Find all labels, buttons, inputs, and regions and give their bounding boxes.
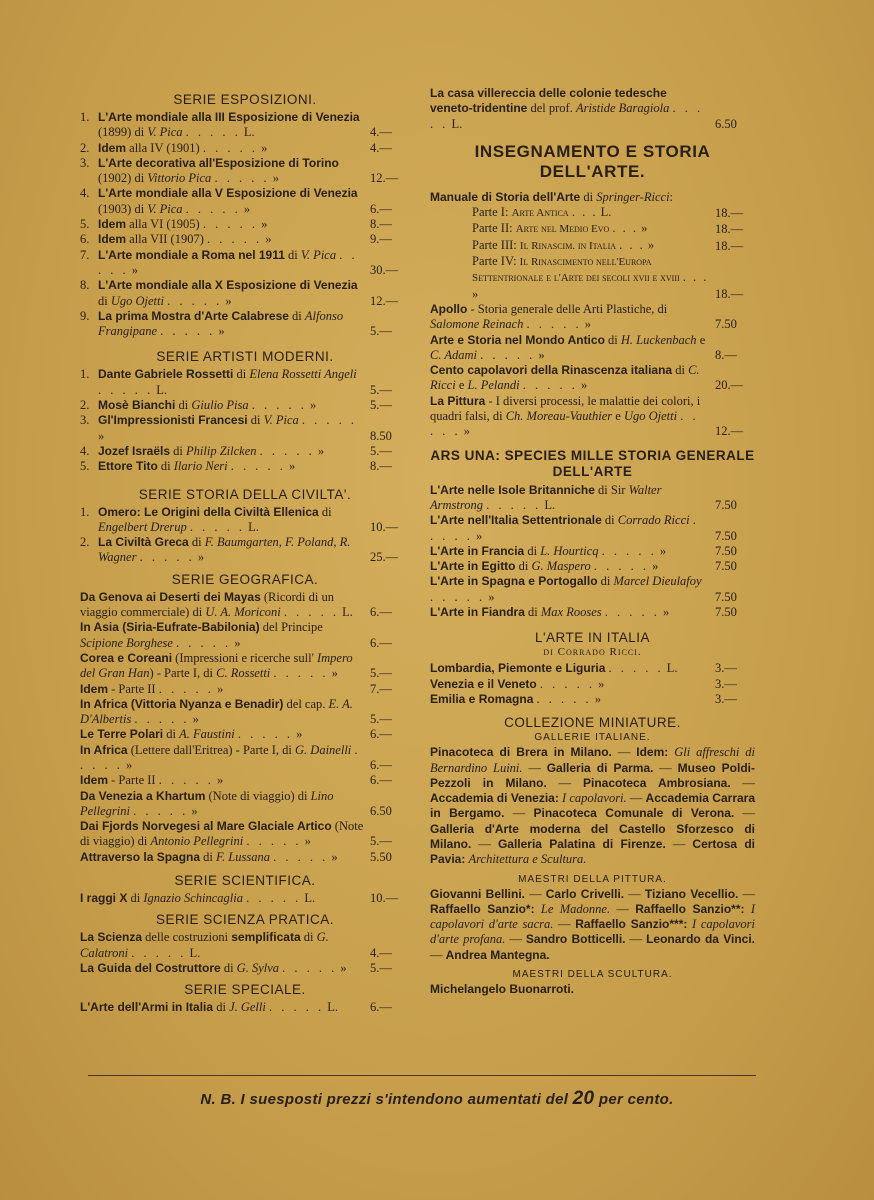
item-price: 6.50	[370, 803, 392, 818]
list-pratica	[80, 930, 410, 976]
heading-serie-scientifica: SERIE SCIENTIFICA.	[174, 873, 316, 889]
heading-serie-esposizioni: SERIE ESPOSIZIONI.	[173, 92, 317, 107]
heading-ars-una: ARS UNA: SPECIES MILLE STORIA GENERALE DELL'ARTE	[430, 447, 755, 479]
item-title: Omero: Le Origini della Civiltà Ellenica di Engelbert Drerup . . . . . L.	[98, 504, 332, 534]
item-title: L'Arte in Spagna e Portogallo di Marcel Dieulafoy . . . . . »	[430, 574, 702, 604]
item-number: 7.	[80, 247, 90, 262]
list-item	[80, 1000, 410, 1015]
list-item	[80, 444, 410, 459]
heading-serie-scienza-pratica: SERIE SCIENZA PRATICA.	[155, 912, 335, 928]
item-price: 7.50	[715, 605, 737, 620]
footer-rule	[88, 1075, 756, 1076]
list-item	[430, 86, 755, 132]
item-price: 5.—	[370, 398, 392, 413]
list-item	[80, 727, 410, 742]
list-item	[80, 141, 410, 156]
gallerie-text: Pinacoteca di Brera in Milano. — Idem: Gli affreschi di Bernardino Luini. — Galleria di Parma. — Museo Poldi-Pezzoli in Milano. — Pinacoteca Ambrosiana. — Accademia di Venezia: I capolavori. — Accademia Carrara in Bergamo. — Pinacoteca Comunale di Verona. — Galleria d'Arte moderna del Castello Sforzesco di Milano. — Galleria Palatina di Firenze. — Certosa di Pavia: Architettura e Scultura.	[430, 745, 756, 867]
item-title: Lombardia, Piemonte e Liguria . . . . . L.	[430, 661, 678, 676]
list-item	[430, 333, 755, 364]
list-item	[80, 961, 410, 976]
item-title: L'Arte nelle Isole Britanniche di Sir Walter Armstrong . . . . . L.	[430, 482, 662, 512]
list-artisti	[80, 367, 410, 474]
list-item	[80, 850, 410, 865]
list-civilta	[80, 505, 410, 566]
item-price: 20.—	[715, 378, 744, 393]
subtitle-maestri-pittura: MAESTRI DELLA PITTURA.	[518, 873, 667, 885]
parte-title: Parte II: Arte nel Medio Evo . . . »	[472, 221, 648, 236]
item-number: 2.	[80, 398, 90, 413]
item-price: 8.—	[370, 217, 392, 232]
list-item	[80, 459, 410, 474]
heading-insegnamento: INSEGNAMENTO E STORIA DELL'ARTE.	[474, 141, 711, 181]
footer-note	[0, 1088, 874, 1110]
list-item	[80, 789, 410, 820]
subtitle-maestri-scultura: MAESTRI DELLA SCULTURA.	[512, 969, 673, 981]
item-price: 7.50	[715, 528, 737, 543]
item-title: Da Venezia a Khartum (Note di viaggio) di Lino Pellegrini . . . . . »	[80, 788, 334, 818]
list-item	[80, 743, 410, 774]
item-price: 8.—	[715, 347, 737, 362]
left-column	[80, 86, 410, 1016]
list-item	[80, 186, 410, 217]
subtitle-gallerie-italiane: GALLERIE ITALIANE.	[534, 732, 651, 744]
item-title: Idem alla IV (1901) . . . . . »	[98, 140, 268, 155]
item-title: L'Arte mondiale alla III Esposizione di Venezia (1899) di V. Pica . . . . . L.	[98, 110, 360, 140]
list-parti	[430, 205, 755, 302]
item-title: Le Terre Polari di A. Faustini . . . . . »	[80, 727, 303, 742]
item-number: 2.	[80, 140, 90, 155]
item-title: Apollo - Storia generale delle Arti Plastiche, di Salomone Reinach . . . . . »	[430, 301, 668, 332]
list-item	[80, 278, 410, 309]
list-esposizioni	[80, 110, 410, 339]
footer-post: per cento.	[598, 1091, 674, 1108]
entry-casa-villereccia	[430, 86, 755, 132]
item-price: 5.—	[370, 666, 392, 681]
parte-label: Parte IV:	[472, 254, 517, 269]
parte-price: 18.—	[715, 222, 744, 237]
item-number: 4.	[80, 443, 90, 458]
list-item	[430, 363, 755, 394]
item-price: 5.—	[370, 443, 392, 458]
item-title: La Civiltà Greca di F. Baumgarten, F. Poland, R. Wagner . . . . . »	[98, 535, 351, 565]
item-title: La Pittura - I diversi processi, le malattie dei colori, i quadri falsi, di Ch. Moreau-Vauthier e Ugo Ojetti . . . . . »	[430, 393, 701, 439]
list-item	[80, 367, 410, 398]
heading-serie-geografica: SERIE GEOGRAFICA.	[171, 571, 319, 587]
item-title: Ettore Tito di Ilario Neri . . . . . »	[98, 459, 296, 474]
footer-pre: N. B. I suesposti prezzi s'intendono aumentati del	[200, 1091, 569, 1108]
item-price: 6.—	[370, 605, 392, 620]
list-insegnamento	[430, 302, 755, 440]
item-title: In Africa (Vittoria Nyanza e Benadir) del cap. E. A. D'Albertis . . . . . »	[80, 696, 353, 727]
manuale-title: Manuale di Storia dell'Arte di Springer-Ricci:	[430, 189, 674, 204]
item-price: 10.—	[370, 519, 399, 534]
item-price: 7.50	[715, 543, 737, 558]
item-title: La prima Mostra d'Arte Calabrese di Alfonso Frangipane . . . . . »	[98, 308, 344, 339]
item-title: Idem - Parte II . . . . . »	[80, 773, 224, 788]
list-item	[430, 605, 755, 620]
parte-title: Parte I: Arte Antica . . . L.	[472, 205, 612, 220]
heading-serie-storia-civilta: SERIE STORIA DELLA CIVILTA'.	[138, 486, 352, 502]
list-item	[80, 232, 410, 247]
list-item	[430, 302, 755, 333]
item-number: 4.	[80, 186, 90, 201]
list-item	[80, 248, 410, 279]
item-number: 1.	[80, 110, 90, 124]
parte-label: Parte III:	[472, 237, 517, 252]
item-title: Mosè Bianchi di Giulio Pisa . . . . . »	[98, 398, 317, 413]
list-item	[80, 930, 410, 961]
item-price: 5.—	[370, 834, 392, 849]
list-italia	[430, 661, 755, 707]
item-price: 25.—	[370, 550, 399, 565]
item-price: 6.—	[370, 757, 392, 772]
item-number: 1.	[80, 367, 90, 382]
item-title: Dai Fjords Norvegesi al Mare Glaciale Artico (Note di viaggio) di Antonio Pellegrini . . . . . »	[80, 819, 364, 849]
list-ars-una	[430, 483, 755, 621]
list-item	[80, 773, 410, 788]
item-price: 6.50	[715, 116, 737, 131]
pittura-text: Giovanni Bellini. — Carlo Crivelli. — Tiziano Vecellio. — Raffaello Sanzio*: Le Madonne. — Raffaello Sanzio**: I capolavori d'arte sacra. — Raffaello Sanzio***: I capolavori d'arte profana. — Sandro Botticelli. — Leonardo da Vinci. — Andrea Mantegna.	[430, 886, 756, 962]
manuale-parte	[430, 205, 755, 221]
item-price: 7.—	[370, 681, 392, 696]
item-number: 9.	[80, 308, 90, 323]
item-number: 5.	[80, 459, 90, 474]
footer-number: 20	[572, 1088, 595, 1109]
list-item	[80, 535, 410, 566]
item-price: 12.—	[370, 293, 399, 308]
item-title: Emilia e Romagna . . . . . »	[430, 691, 601, 706]
item-title: L'Arte decorativa all'Esposizione di Torino (1902) di Vittorio Pica . . . . . »	[98, 155, 339, 186]
subtitle-corrado-ricci: di Corrado Ricci.	[543, 646, 642, 659]
parte-price: 18.—	[715, 206, 744, 221]
item-title: Jozef Israëls di Philip Zilcken . . . . . »	[98, 443, 325, 458]
item-title: Dante Gabriele Rossetti di Elena Rossetti Angeli . . . . . L.	[98, 367, 357, 397]
item-title: L'Arte in Fiandra di Max Rooses . . . . . »	[430, 605, 670, 620]
item-title: La Scienza delle costruzioni semplificata di G. Calatroni . . . . . L.	[80, 930, 329, 960]
item-price: 6.—	[370, 635, 392, 650]
list-item	[80, 891, 410, 906]
item-title: Gl'Impressionisti Francesi di V. Pica . . . . . »	[98, 413, 357, 443]
item-price: 6.—	[370, 1000, 392, 1015]
manuale-parte	[430, 238, 755, 254]
list-item	[80, 590, 410, 621]
item-price: 5.—	[370, 382, 392, 397]
list-item	[80, 620, 410, 651]
list-item	[80, 110, 410, 141]
right-column	[430, 86, 755, 997]
item-title: In Asia (Siria-Eufrate-Babilonia) del Principe Scipione Borghese . . . . . »	[80, 620, 323, 650]
item-number: 8.	[80, 278, 90, 293]
list-item	[430, 692, 755, 707]
item-title: L'Arte in Francia di L. Hourticq . . . . . »	[430, 543, 667, 558]
list-item	[430, 544, 755, 559]
item-price: 7.50	[715, 317, 737, 332]
item-price: 6.—	[370, 201, 392, 216]
item-title: I raggi X di Ignazio Schincaglia . . . . . L.	[80, 891, 316, 906]
item-price: 12.—	[715, 424, 744, 439]
list-geografica	[80, 590, 410, 865]
item-price: 8.—	[370, 459, 392, 474]
list-item	[80, 156, 410, 187]
item-number: 3.	[80, 155, 90, 170]
item-number: 3.	[80, 413, 90, 428]
list-item	[430, 483, 755, 514]
item-title: Idem alla VI (1905) . . . . . »	[98, 217, 268, 232]
list-speciale	[80, 1000, 410, 1015]
heading-serie-artisti-moderni: SERIE ARTISTI MODERNI.	[156, 349, 334, 365]
parte-label: Parte I:	[472, 205, 509, 220]
list-item	[80, 682, 410, 697]
scultura-text: Michelangelo Buonarroti.	[430, 982, 575, 997]
item-title: L'Arte mondiale a Roma nel 1911 di V. Pica . . . . . »	[98, 247, 358, 277]
heading-serie-speciale: SERIE SPECIALE.	[184, 982, 306, 998]
item-price: 7.50	[715, 559, 737, 574]
manuale-parte	[430, 221, 755, 237]
list-item	[80, 697, 410, 728]
item-price: 5.—	[370, 960, 392, 975]
list-item	[430, 559, 755, 574]
item-price: 7.50	[715, 589, 737, 604]
item-price: 9.—	[370, 232, 392, 247]
item-price: 12.—	[370, 171, 399, 186]
item-title: La Guida del Costruttore di G. Sylva . . . . . »	[80, 960, 347, 975]
item-price: 5.—	[370, 324, 392, 339]
item-price: 4.—	[370, 125, 392, 140]
item-title: Idem alla VII (1907) . . . . . »	[98, 232, 272, 247]
parte-price: 18.—	[715, 238, 744, 253]
list-item	[430, 574, 755, 605]
parte-price: 18.—	[715, 286, 744, 301]
item-price: 30.—	[370, 262, 399, 277]
item-title: L'Arte dell'Armi in Italia di J. Gelli . . . . . L.	[80, 1000, 338, 1015]
item-price: 8.50	[370, 428, 392, 443]
heading-arte-in-italia: L'ARTE IN ITALIA	[534, 630, 651, 646]
item-title: Idem - Parte II . . . . . »	[80, 681, 224, 696]
item-price: 7.50	[715, 497, 737, 512]
list-item	[80, 398, 410, 413]
list-item	[80, 413, 410, 444]
parte-title: Parte IV: Il Rinascimento nell'Europa Settentrionale e l'Arte dei secoli xvii e xviii . . . »	[472, 254, 709, 301]
item-price: 5.50	[370, 849, 392, 864]
item-price: 4.—	[370, 945, 392, 960]
list-item	[430, 661, 755, 676]
list-item	[80, 217, 410, 232]
item-price: 10.—	[370, 891, 399, 906]
item-title: Cento capolavori della Rinascenza italiana di C. Ricci e L. Pelandi . . . . . »	[430, 363, 700, 393]
item-price: 6.—	[370, 727, 392, 742]
item-price: 3.—	[715, 676, 737, 691]
list-item	[80, 505, 410, 536]
list-item	[80, 309, 410, 340]
list-item	[80, 819, 410, 850]
item-title: L'Arte in Egitto di G. Maspero . . . . . »	[430, 559, 659, 574]
list-scientifica	[80, 891, 410, 906]
item-title: L'Arte mondiale alla X Esposizione di Venezia di Ugo Ojetti . . . . . »	[98, 278, 358, 308]
item-price: 3.—	[715, 661, 737, 676]
item-title: Attraverso la Spagna di F. Lussana . . . . . »	[80, 849, 338, 864]
list-item	[430, 677, 755, 692]
item-price: 4.—	[370, 140, 392, 155]
heading-collezione-miniature: COLLEZIONE MINIATURE.	[504, 715, 681, 731]
list-item	[80, 651, 410, 682]
item-number: 6.	[80, 232, 90, 247]
item-title: Venezia e il Veneto . . . . . »	[430, 676, 605, 691]
list-item	[430, 513, 755, 544]
item-price: 6.—	[370, 773, 392, 788]
item-title: L'Arte mondiale alla V Esposizione di Venezia (1903) di V. Pica . . . . . »	[98, 186, 358, 216]
parte-label: Parte II:	[472, 221, 513, 236]
item-title: Da Genova ai Deserti dei Mayas (Ricordi di un viaggio commerciale) di U. A. Moriconi . . . . . L.	[80, 589, 353, 620]
item-title: La casa villereccia delle colonie tedesche veneto-tridentine del prof. Aristide Baragiola . . . . . L.	[430, 86, 704, 131]
item-price: 5.—	[370, 712, 392, 727]
item-title: L'Arte nell'Italia Settentrionale di Corrado Ricci . . . . . »	[430, 513, 699, 543]
item-number: 2.	[80, 535, 90, 550]
item-title: In Africa (Lettere dall'Eritrea) - Parte I, di G. Dainelli . . . . . »	[80, 742, 361, 772]
item-title: Arte e Storia nel Mondo Antico di H. Luckenbach e C. Adami . . . . . »	[430, 332, 706, 362]
item-number: 1.	[80, 504, 90, 519]
item-price: 3.—	[715, 691, 737, 706]
item-title: Corea e Coreani (Impressioni e ricerche sull' Impero del Gran Han) - Parte I, di C. Rossetti . . . . . »	[80, 650, 353, 681]
manuale-parte	[430, 254, 755, 302]
parte-title: Parte III: Il Rinascim. in Italia . . . »	[472, 237, 655, 252]
list-item	[430, 394, 755, 440]
item-number: 5.	[80, 217, 90, 232]
